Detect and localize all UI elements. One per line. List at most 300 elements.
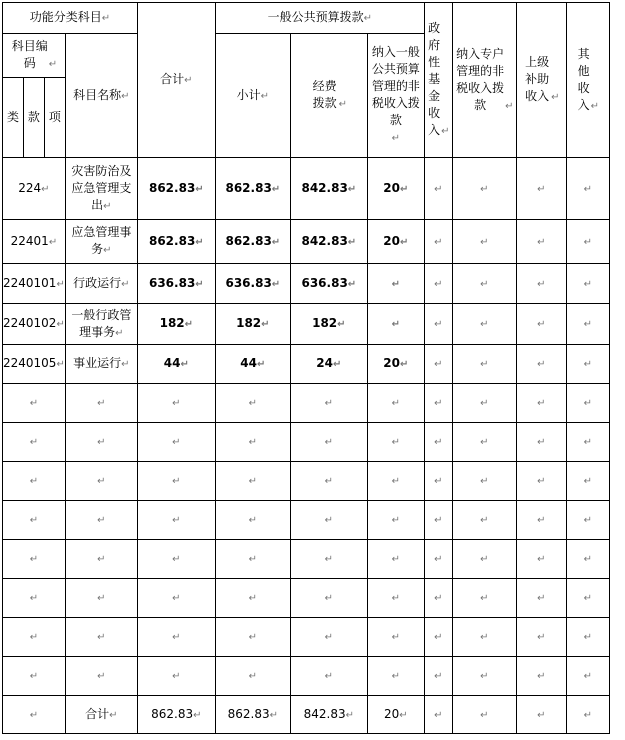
paragraph-mark: ↵: [434, 278, 443, 290]
header-lei: 类: [3, 78, 24, 158]
paragraph-mark: ↵: [324, 476, 334, 487]
cell-text: 事业运行: [73, 356, 122, 370]
cell-name: [65, 423, 137, 462]
cell-shangji: [516, 220, 566, 264]
paragraph-mark: ↵: [248, 398, 258, 409]
paragraph-mark: ↵: [324, 593, 334, 604]
paragraph-mark: ↵: [583, 671, 593, 682]
cell-empty: [367, 618, 424, 657]
cell-shangji: [516, 264, 566, 304]
paragraph-mark: ↵: [480, 398, 489, 409]
cell-code: [3, 264, 66, 304]
cell-text: 182: [159, 316, 185, 330]
cell-empty: [290, 579, 367, 618]
cell-zhengfu: [424, 264, 452, 304]
cell-empty: [215, 501, 290, 540]
cell-xiaoji: [215, 345, 290, 384]
cell-empty: [516, 618, 566, 657]
paragraph-mark: ↵: [248, 671, 258, 682]
cell-empty: [516, 540, 566, 579]
cell-empty: [424, 696, 452, 734]
paragraph-mark: ↵: [97, 476, 106, 487]
cell-empty: [452, 618, 516, 657]
total-row: [3, 696, 610, 734]
paragraph-mark: ↵: [434, 671, 443, 682]
cell-empty: [215, 657, 290, 696]
paragraph-mark: ↵: [537, 709, 546, 721]
cell-zhengfu: [424, 220, 452, 264]
cell-text: 862.83: [225, 180, 272, 195]
paragraph-mark: ↵: [480, 709, 489, 721]
cell-empty: [452, 579, 516, 618]
cell-text: 862.83: [148, 233, 196, 248]
cell-name: [65, 462, 137, 501]
cell-empty: [452, 384, 516, 423]
cell-empty: [290, 384, 367, 423]
paragraph-mark: ↵: [184, 319, 194, 330]
paragraph-mark: ↵: [583, 476, 593, 487]
cell-empty: [290, 462, 367, 501]
cell-empty: [424, 540, 452, 579]
cell-empty: [215, 618, 290, 657]
cell-text: 636.83: [301, 275, 348, 290]
cell-code: [3, 657, 66, 696]
paragraph-mark: ↵: [583, 437, 593, 448]
paragraph-mark: ↵: [97, 515, 106, 526]
paragraph-mark: ↵: [480, 278, 489, 290]
cell-jingfei: [290, 304, 367, 345]
paragraph-mark: ↵: [537, 476, 546, 487]
paragraph-mark: ↵: [583, 319, 593, 330]
paragraph-mark: ↵: [56, 278, 65, 290]
cell-name: [65, 618, 137, 657]
cell-nashui: [367, 304, 424, 345]
paragraph-mark: ↵: [583, 398, 593, 409]
paragraph-mark: ↵: [434, 632, 443, 643]
paragraph-mark: ↵: [537, 515, 546, 526]
paragraph-mark: ↵: [537, 593, 546, 604]
cell-xiaoji: [215, 220, 290, 264]
empty-row: [3, 423, 610, 462]
paragraph-mark: ↵: [29, 709, 39, 721]
paragraph-mark: ↵: [248, 554, 258, 565]
cell-text: 合计: [85, 706, 110, 721]
cell-shangji: [516, 158, 566, 220]
cell-empty: [137, 540, 215, 579]
paragraph-mark: ↵: [172, 554, 181, 565]
cell-text: 636.83: [225, 275, 272, 290]
paragraph-mark: ↵: [97, 671, 106, 682]
paragraph-mark: ↵: [480, 554, 489, 565]
cell-empty: [367, 657, 424, 696]
cell-text: 灾害防治及应急管理支出: [71, 163, 132, 212]
paragraph-mark: ↵: [248, 632, 258, 643]
paragraph-mark: ↵: [121, 278, 130, 290]
paragraph-mark: ↵: [347, 278, 357, 290]
paragraph-mark: ↵: [195, 183, 204, 195]
cell-code: [3, 696, 66, 734]
cell-text: 636.83: [148, 275, 196, 290]
cell-text: 224: [18, 180, 42, 195]
cell-empty: [424, 501, 452, 540]
paragraph-mark: ↵: [583, 359, 593, 370]
header-nashui: 纳入一般公共预算管理的非税收入拨款↵: [367, 34, 424, 158]
paragraph-mark: ↵: [345, 709, 355, 721]
cell-text: 2240105: [3, 356, 57, 370]
cell-nashui: [367, 220, 424, 264]
cell-empty: [367, 579, 424, 618]
paragraph-mark: ↵: [172, 593, 181, 604]
cell-empty: [367, 384, 424, 423]
paragraph-mark: ↵: [434, 398, 443, 409]
paragraph-mark: ↵: [537, 319, 546, 330]
cell-text: 22401: [10, 233, 49, 248]
cell-jingfei: [290, 220, 367, 264]
header-kuan: 款: [23, 78, 44, 158]
cell-name: [65, 220, 137, 264]
cell-empty: [367, 540, 424, 579]
cell-empty: [290, 540, 367, 579]
cell-jingfei: [290, 345, 367, 384]
cell-nashui: [367, 345, 424, 384]
cell-empty: [290, 423, 367, 462]
paragraph-mark: ↵: [29, 593, 39, 604]
cell-code: [3, 618, 66, 657]
table-body: [3, 3, 610, 734]
paragraph-mark: ↵: [391, 671, 401, 682]
cell-empty: [452, 501, 516, 540]
cell-empty: [516, 579, 566, 618]
cell-empty: [516, 423, 566, 462]
paragraph-mark: ↵: [193, 709, 202, 721]
empty-row: [3, 540, 610, 579]
paragraph-mark: ↵: [172, 476, 181, 487]
cell-empty: [516, 501, 566, 540]
paragraph-mark: ↵: [195, 236, 204, 248]
cell-empty: [566, 657, 609, 696]
cell-text: 一般行政管理事务: [71, 307, 132, 339]
paragraph-mark: ↵: [195, 278, 204, 290]
cell-text: 842.83: [301, 233, 348, 248]
paragraph-mark: ↵: [537, 671, 546, 682]
paragraph-mark: ↵: [537, 183, 546, 195]
header-xiaoji: 小计↵: [215, 34, 290, 158]
paragraph-mark: ↵: [583, 709, 593, 721]
cell-empty: [452, 423, 516, 462]
paragraph-mark: ↵: [121, 359, 130, 370]
cell-empty: [137, 384, 215, 423]
cell-shangji: [516, 345, 566, 384]
cell-name: [65, 384, 137, 423]
total-nashui: [367, 696, 424, 734]
paragraph-mark: ↵: [537, 554, 546, 565]
header-gongneng: 功能分类科目↵: [3, 3, 138, 34]
paragraph-mark: ↵: [324, 671, 334, 682]
cell-name: [65, 304, 137, 345]
cell-empty: [516, 384, 566, 423]
paragraph-mark: ↵: [103, 200, 112, 212]
cell-xiaoji: [215, 304, 290, 345]
cell-text: 20: [383, 180, 400, 195]
paragraph-mark: ↵: [434, 554, 443, 565]
cell-qita: [566, 220, 609, 264]
paragraph-mark: ↵: [337, 319, 346, 330]
cell-empty: [566, 618, 609, 657]
paragraph-mark: ↵: [537, 632, 546, 643]
table-row: [3, 220, 610, 264]
cell-empty: [566, 540, 609, 579]
paragraph-mark: ↵: [583, 183, 593, 195]
cell-empty: [215, 423, 290, 462]
cell-heji: [137, 264, 215, 304]
paragraph-mark: ↵: [172, 437, 181, 448]
paragraph-mark: ↵: [41, 183, 50, 195]
paragraph-mark: ↵: [391, 593, 401, 604]
cell-code: [3, 304, 66, 345]
paragraph-mark: ↵: [248, 437, 258, 448]
paragraph-mark: ↵: [29, 476, 39, 487]
cell-zhuanhu: [452, 158, 516, 220]
cell-zhuanhu: [452, 220, 516, 264]
cell-empty: [367, 423, 424, 462]
cell-empty: [452, 657, 516, 696]
paragraph-mark: ↵: [48, 236, 58, 248]
cell-text: 行政运行: [73, 275, 122, 290]
header-zhuanhu: 纳入专户管理的非税收入拨款 ↵: [452, 3, 516, 158]
paragraph-mark: ↵: [583, 593, 593, 604]
cell-xiaoji: [215, 264, 290, 304]
paragraph-mark: ↵: [333, 359, 342, 370]
cell-code: [3, 501, 66, 540]
cell-qita: [566, 158, 609, 220]
cell-empty: [290, 657, 367, 696]
paragraph-mark: ↵: [172, 671, 181, 682]
paragraph-mark: ↵: [537, 278, 546, 290]
paragraph-mark: ↵: [248, 476, 258, 487]
cell-nashui: [367, 264, 424, 304]
cell-empty: [424, 618, 452, 657]
cell-name: [65, 540, 137, 579]
header-xiang: 项: [44, 78, 65, 158]
cell-text: 182: [312, 316, 338, 330]
cell-empty: [424, 657, 452, 696]
cell-heji: [137, 304, 215, 345]
paragraph-mark: ↵: [583, 632, 593, 643]
cell-empty: [215, 579, 290, 618]
cell-heji: [137, 345, 215, 384]
cell-code: [3, 540, 66, 579]
paragraph-mark: ↵: [480, 437, 489, 448]
cell-heji: [137, 220, 215, 264]
total-label: [65, 696, 137, 734]
cell-empty: [452, 462, 516, 501]
paragraph-mark: ↵: [537, 437, 546, 448]
paragraph-mark: ↵: [56, 319, 65, 330]
cell-qita: [566, 345, 609, 384]
paragraph-mark: ↵: [537, 236, 546, 248]
cell-code: [3, 345, 66, 384]
cell-empty: [516, 657, 566, 696]
header-kemu-bianma: 科目编码 ↵: [3, 34, 66, 78]
cell-empty: [566, 462, 609, 501]
paragraph-mark: ↵: [271, 236, 281, 248]
paragraph-mark: ↵: [400, 359, 409, 370]
cell-empty: [215, 462, 290, 501]
cell-jingfei: [290, 264, 367, 304]
paragraph-mark: ↵: [271, 183, 281, 195]
cell-text: 2240102: [3, 316, 57, 330]
cell-empty: [452, 540, 516, 579]
cell-text: 862.83: [148, 180, 196, 195]
paragraph-mark: ↵: [29, 632, 39, 643]
paragraph-mark: ↵: [257, 359, 266, 370]
total-jingfei: [290, 696, 367, 734]
paragraph-mark: ↵: [29, 554, 39, 565]
paragraph-mark: ↵: [434, 183, 443, 195]
cell-text: 842.83: [301, 180, 348, 195]
paragraph-mark: ↵: [103, 245, 112, 256]
paragraph-mark: ↵: [324, 437, 334, 448]
paragraph-mark: ↵: [29, 671, 39, 682]
paragraph-mark: ↵: [434, 319, 443, 330]
paragraph-mark: ↵: [434, 709, 443, 721]
paragraph-mark: ↵: [97, 593, 106, 604]
paragraph-mark: ↵: [324, 554, 334, 565]
cell-code: [3, 220, 66, 264]
cell-code: [3, 462, 66, 501]
cell-empty: [137, 501, 215, 540]
cell-xiaoji: [215, 158, 290, 220]
cell-empty: [566, 423, 609, 462]
cell-empty: [566, 501, 609, 540]
paragraph-mark: ↵: [109, 709, 118, 721]
cell-text: 20: [383, 356, 400, 370]
cell-jingfei: [290, 158, 367, 220]
header-yiban: 一般公共预算拨款↵: [215, 3, 424, 34]
paragraph-mark: ↵: [172, 515, 181, 526]
paragraph-mark: ↵: [480, 515, 489, 526]
paragraph-mark: ↵: [324, 398, 334, 409]
cell-code: [3, 158, 66, 220]
paragraph-mark: ↵: [29, 515, 39, 526]
paragraph-mark: ↵: [391, 554, 401, 565]
paragraph-mark: ↵: [434, 236, 443, 248]
header-heji: 合计↵: [137, 3, 215, 158]
cell-empty: [424, 462, 452, 501]
cell-qita: [566, 264, 609, 304]
empty-row: [3, 384, 610, 423]
paragraph-mark: ↵: [480, 319, 489, 330]
empty-row: [3, 579, 610, 618]
cell-text: 44: [163, 356, 181, 370]
header-jingfei: 经费拨款 ↵: [290, 34, 367, 158]
cell-empty: [137, 423, 215, 462]
cell-empty: [566, 696, 609, 734]
paragraph-mark: ↵: [391, 437, 401, 448]
cell-name: [65, 579, 137, 618]
paragraph-mark: ↵: [583, 554, 593, 565]
cell-text: 44: [240, 356, 257, 370]
cell-text: 862.83: [151, 706, 194, 721]
cell-text: 182: [236, 316, 262, 330]
table-row: [3, 345, 610, 384]
paragraph-mark: ↵: [480, 359, 489, 370]
paragraph-mark: ↵: [172, 398, 181, 409]
cell-zhuanhu: [452, 264, 516, 304]
cell-empty: [290, 618, 367, 657]
paragraph-mark: ↵: [400, 236, 409, 248]
paragraph-mark: ↵: [391, 632, 401, 643]
cell-text: 24: [316, 356, 333, 370]
cell-empty: [566, 384, 609, 423]
cell-zhengfu: [424, 304, 452, 345]
cell-empty: [516, 462, 566, 501]
paragraph-mark: ↵: [56, 359, 65, 370]
paragraph-mark: ↵: [537, 359, 546, 370]
paragraph-mark: ↵: [480, 632, 489, 643]
cell-empty: [424, 423, 452, 462]
cell-empty: [215, 540, 290, 579]
cell-empty: [137, 657, 215, 696]
paragraph-mark: ↵: [172, 632, 181, 643]
paragraph-mark: ↵: [347, 236, 357, 248]
header-kemu-mingcheng: 科目名称↵: [65, 34, 137, 158]
paragraph-mark: ↵: [269, 709, 279, 721]
cell-zhuanhu: [452, 304, 516, 345]
cell-empty: [452, 696, 516, 734]
cell-name: [65, 501, 137, 540]
paragraph-mark: ↵: [583, 515, 593, 526]
paragraph-mark: ↵: [324, 632, 334, 643]
empty-row: [3, 657, 610, 696]
paragraph-mark: ↵: [248, 593, 258, 604]
cell-code: [3, 384, 66, 423]
header-qita: 其他收入↵: [566, 3, 609, 158]
cell-empty: [137, 579, 215, 618]
cell-name: [65, 657, 137, 696]
paragraph-mark: ↵: [400, 183, 409, 195]
cell-name: [65, 264, 137, 304]
cell-empty: [367, 462, 424, 501]
cell-empty: [566, 579, 609, 618]
header-zhengfu: 政府性基金收入↵: [424, 3, 452, 158]
budget-table: [2, 2, 610, 734]
paragraph-mark: ↵: [97, 554, 106, 565]
cell-empty: [137, 618, 215, 657]
cell-code: [3, 423, 66, 462]
paragraph-mark: ↵: [271, 278, 281, 290]
cell-empty: [424, 579, 452, 618]
empty-row: [3, 501, 610, 540]
cell-text: 应急管理事务: [71, 225, 132, 256]
empty-row: [3, 462, 610, 501]
paragraph-mark: ↵: [399, 709, 408, 721]
paragraph-mark: ↵: [434, 593, 443, 604]
paragraph-mark: ↵: [97, 632, 106, 643]
paragraph-mark: ↵: [480, 476, 489, 487]
paragraph-mark: ↵: [180, 359, 189, 370]
empty-row: [3, 618, 610, 657]
cell-code: [3, 579, 66, 618]
paragraph-mark: ↵: [29, 437, 39, 448]
cell-heji: [137, 158, 215, 220]
cell-zhuanhu: [452, 345, 516, 384]
paragraph-mark: ↵: [97, 437, 106, 448]
paragraph-mark: ↵: [583, 278, 593, 290]
cell-empty: [367, 501, 424, 540]
paragraph-mark: ↵: [434, 359, 443, 370]
cell-empty: [215, 384, 290, 423]
